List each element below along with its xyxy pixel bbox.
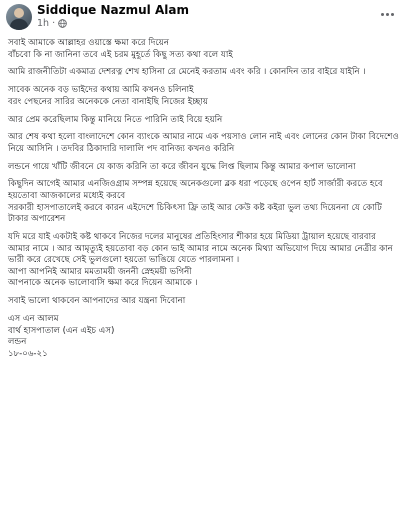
avatar-body: [10, 19, 28, 30]
post-time[interactable]: 1h: [37, 18, 50, 29]
avatar-head: [14, 8, 24, 18]
globe-icon[interactable]: [58, 19, 67, 28]
post-paragraph: আর প্রেম করেছিলাম কিন্তু মানিয়ে নিতে পারিনি তাই বিয়ে হয়নি: [8, 114, 223, 125]
more-dot: [386, 13, 389, 16]
more-dot: [381, 13, 384, 16]
post-paragraph: কিছুদিন আগেই আমার এনজিওগ্রাম সম্পন্ন হয়েছে অনেকগুলো ব্লক ধরা পড়েছে ওপেন হার্ট সার্জারী করতে হবে হয়তোবা আজকালের মধ্যেই করবে সরকারী হাসপাতালেই করবে কারন এইদেশে চিকিৎসা ফ্রি তাই আর কেউ কষ্ট কইরা ভুল তথ্য দিয়েননা যে কোটি টাকার অপারেশন: [8, 179, 383, 225]
post-paragraph: সবাই ভালো থাকবেন আপনাদের আর যন্ত্রনা দিবোনা: [8, 296, 186, 307]
more-options-icon[interactable]: [377, 6, 397, 22]
post-paragraph: সবাই আমাকে আল্লাহর ওয়াস্তে ক্ষমা করে দিয়েন বাঁচবো কি না জানিনা তবে এই চরম মুহূর্তে কিছু সত্য কথা বলে যাই: [8, 38, 233, 60]
author-name[interactable]: Siddique Nazmul Alam: [37, 3, 189, 17]
post-header: [0, 0, 405, 34]
signature-name: এস এন আলম: [8, 313, 59, 324]
more-dot: [391, 13, 394, 16]
avatar[interactable]: [6, 4, 32, 30]
signature-date: ১৮-০৬-২১: [8, 348, 48, 359]
post-paragraph: যদি মরে যাই একটাই কষ্ট থাকবে নিজের দলের মানুষের প্রতিহিংসার শীকার হয়ে মিডিয়া ট্রায়াল হয়েছে বারবার আমার নামে । আর আমৃত্যুই হয়তোবা বড় কোন ভাই আমার নামে অনেক মিথ্যা অভিযোগ দিয়ে আমার নেত্রীর কান ভারী করে রেখেছে সেই ভুলগুলো হয়তো ভাঙিয়ে যেতে পারলামনা । আপা আপনিই আমার মমতাময়ী জননী স্নেহময়ী ভগিনী আপনাকে অনেক ভালোবাসি ক্ষমা করে দিয়েন আমাকে ।: [8, 232, 393, 289]
post-paragraph: আমি রাজনীতিটা একমাত্র দেশরত্ন শেখ হাসিনা রে মেনেই করতাম এবং করি । কোনদিন তার বাইরে যাইনি ।: [8, 67, 366, 78]
signature-hospital: বার্থ হাসপাতাল (এন এইচ এস): [8, 325, 115, 336]
post-paragraph: আর শেষ কথা হলো বাংলাদেশে কোন ব্যাংকে আমার নামে এক পয়সাও লোন নাই এবং লোনের কোন টাকা বিদেশেও নিয়ে আসিনি । তদবির ঠিকাদারি দালালি পদ বানিজ্য কখনও করিনি: [8, 132, 399, 154]
post-paragraph: সাবেক অনেক বড় ভাইদের কথায় আমি কখনও চলিনাই বরং পেছনের সারির অনেককে নেতা বানাইছি নিজের ইচ্ছায়: [8, 85, 208, 107]
signature-city: লন্ডন: [8, 337, 27, 348]
post-body: [8, 38, 400, 360]
meta-separator: ·: [52, 18, 56, 29]
post-paragraph: লন্ডনে গায়ে খাঁটি জীবনে যে কাজ করিনি তা করে জীবন যুদ্ধে লিপ্ত ছিলাম কিন্তু আমার কপাল ভালোনা: [8, 161, 356, 172]
post-meta: [37, 18, 67, 29]
